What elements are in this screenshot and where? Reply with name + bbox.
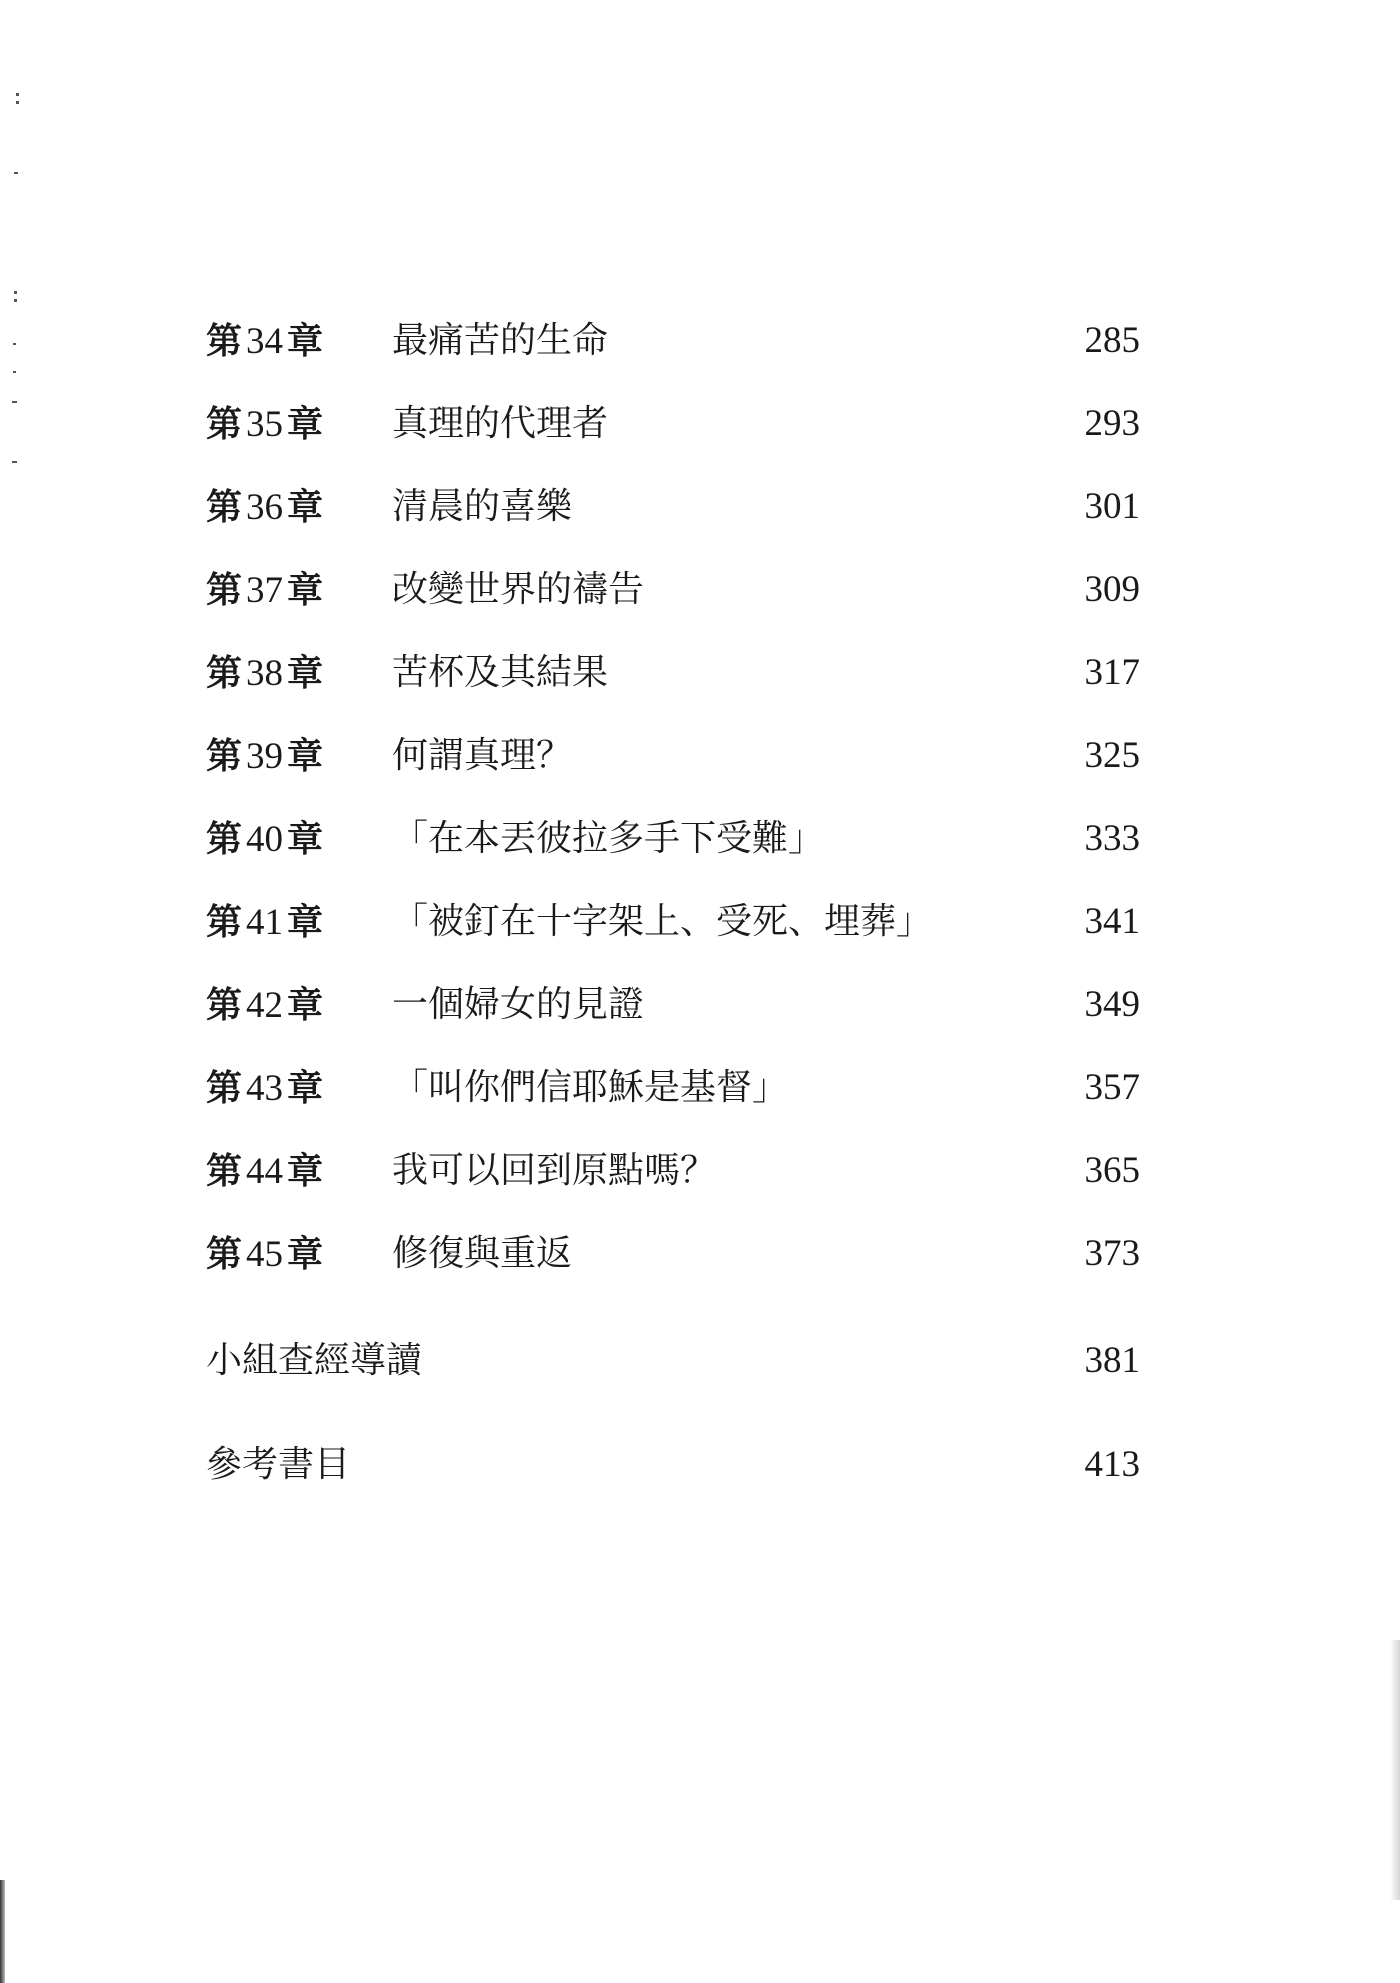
toc-entry[interactable] [206,725,1140,808]
chapter-label: 第 41 章 [206,901,324,943]
page-number: 317 [1084,652,1140,693]
toc-entry[interactable] [206,1223,1140,1306]
scan-speck [16,101,19,104]
scan-speck [12,461,17,463]
toc-entry[interactable] [206,891,1140,974]
page-number: 285 [1084,320,1140,361]
scan-speck [16,93,19,96]
chapter-label: 第 45 章 [206,1233,324,1275]
section-title: 小組查經導讀 [206,1340,423,1381]
chapter-title: 最痛苦的生命 [392,320,609,361]
section-title: 參考書目 [206,1444,351,1485]
chapter-title: 真理的代理者 [392,403,609,444]
scan-speck [14,291,17,294]
chapter-title: 改變世界的禱告 [392,569,645,610]
page-number: 349 [1084,984,1140,1025]
toc-entry[interactable] [206,1057,1140,1140]
toc-entry[interactable] [206,476,1140,559]
table-of-contents [206,310,1140,1496]
chapter-label: 第 36 章 [206,486,324,528]
chapter-title: 一個婦女的見證 [392,984,645,1025]
scan-speck [14,299,17,302]
chapter-label: 第 43 章 [206,1067,324,1109]
page-number: 293 [1084,403,1140,444]
scan-speck [12,401,17,403]
chapter-title: 清晨的喜樂 [392,486,573,527]
toc-entry[interactable] [206,974,1140,1057]
chapter-title: 「在本丟彼拉多手下受難」 [392,818,825,859]
page-number: 325 [1084,735,1140,776]
chapter-title: 「叫你們信耶穌是基督」 [392,1067,789,1108]
chapter-label: 第 40 章 [206,818,324,860]
toc-entry[interactable] [206,1330,1140,1392]
scan-right-shadow [1390,1640,1400,1900]
page-number: 309 [1084,569,1140,610]
toc-entry[interactable] [206,642,1140,725]
scan-left-edge [0,1880,5,1983]
chapter-label: 第 37 章 [206,569,324,611]
page-number: 333 [1084,818,1140,859]
toc-entry[interactable] [206,559,1140,642]
chapter-title: 苦杯及其結果 [392,652,609,693]
chapter-title: 我可以回到原點嗎？ [392,1150,717,1191]
page-number: 413 [1084,1444,1140,1485]
chapter-label: 第 44 章 [206,1150,324,1192]
chapter-label: 第 42 章 [206,984,324,1026]
scan-speck [13,343,16,345]
page-number: 365 [1084,1150,1140,1191]
page-number: 357 [1084,1067,1140,1108]
chapter-label: 第 34 章 [206,320,324,362]
chapter-label: 第 35 章 [206,403,324,445]
scan-speck [14,172,18,174]
page-number: 301 [1084,486,1140,527]
toc-entry[interactable] [206,808,1140,891]
toc-entry[interactable] [206,1434,1140,1496]
page-number: 381 [1084,1340,1140,1381]
page-number: 373 [1084,1233,1140,1274]
toc-entry[interactable] [206,1140,1140,1223]
toc-entry[interactable] [206,310,1140,393]
chapter-title: 何謂真理？ [392,735,573,776]
chapter-title: 修復與重返 [392,1233,573,1274]
chapter-label: 第 39 章 [206,735,324,777]
scan-speck [13,371,16,373]
chapter-title: 「被釘在十字架上、受死、埋葬」 [392,901,933,942]
page-number: 341 [1084,901,1140,942]
chapter-label: 第 38 章 [206,652,324,694]
toc-entry[interactable] [206,393,1140,476]
